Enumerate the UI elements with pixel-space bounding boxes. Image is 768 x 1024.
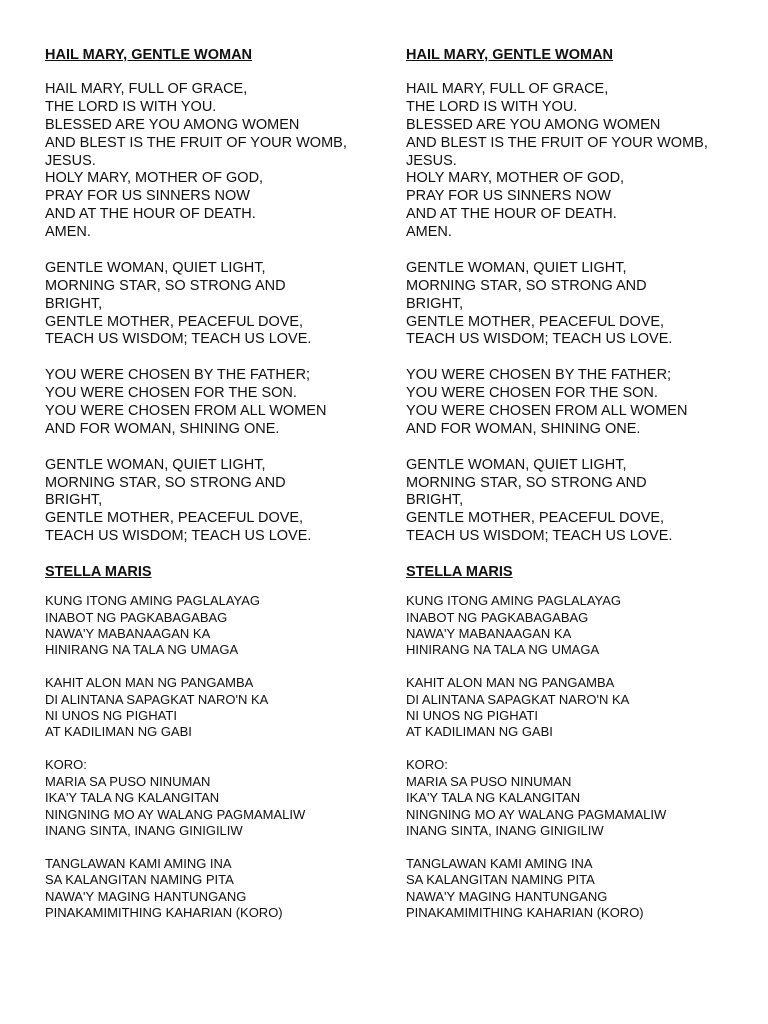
lyric-line: KUNG ITONG AMING PAGLALAYAG	[45, 593, 261, 609]
lyric-line: NAWA'Y MABANAAGAN KA	[406, 625, 572, 641]
lyric-line: NI UNOS NG PIGHATI	[406, 708, 538, 724]
lyric-line: INABOT NG PAGKABAGABAG	[406, 609, 589, 625]
lyric-line: MARIA SA PUSO NINUMAN	[45, 773, 211, 789]
stella-maris-chorus	[406, 757, 756, 839]
lyric-line: YOU WERE CHOSEN FOR THE SON.	[45, 385, 297, 402]
stella-maris-stanza-2	[45, 675, 395, 741]
lyric-line: MARIA SA PUSO NINUMAN	[406, 773, 572, 789]
lyric-line: TEACH US WISDOM; TEACH US LOVE.	[45, 331, 312, 348]
lyric-line: KAHIT ALON MAN NG PANGAMBA	[45, 675, 254, 691]
lyric-line: THE LORD IS WITH YOU.	[406, 98, 578, 115]
lyric-line: NAWA'Y MAGING HANTUNGANG	[45, 888, 247, 904]
lyric-line: KUNG ITONG AMING PAGLALAYAG	[406, 593, 622, 609]
lyric-line: NI UNOS NG PIGHATI	[45, 708, 177, 724]
lyric-line: AT KADILIMAN NG GABI	[45, 724, 192, 740]
hail-mary-stanza-4	[406, 457, 756, 546]
lyric-line: HAIL MARY, FULL OF GRACE,	[406, 81, 609, 97]
lyric-line: YOU WERE CHOSEN BY THE FATHER;	[45, 367, 311, 384]
lyric-line: YOU WERE CHOSEN BY THE FATHER;	[406, 367, 672, 384]
lyric-line: AND AT THE HOUR OF DEATH.	[406, 206, 617, 223]
lyric-line: PRAY FOR US SINNERS NOW	[406, 188, 611, 205]
hail-mary-stanza-1	[406, 81, 756, 242]
lyric-line: TANGLAWAN KAMI AMING INA	[406, 856, 593, 872]
lyric-line: PINAKAMIMITHING KAHARIAN (KORO)	[406, 905, 644, 921]
lyric-line: NINGNING MO AY WALANG PAGMAMALIW	[406, 806, 667, 822]
lyric-line: HINIRANG NA TALA NG UMAGA	[45, 642, 239, 658]
lyric-line: GENTLE MOTHER, PEACEFUL DOVE,	[45, 510, 304, 527]
lyric-line: THE LORD IS WITH YOU.	[45, 98, 217, 115]
lyric-line: AMEN.	[45, 224, 91, 241]
lyric-line: INANG SINTA, INANG GINIGILIW	[406, 823, 604, 839]
lyric-line: YOU WERE CHOSEN FROM ALL WOMEN	[45, 403, 327, 420]
lyric-line: IKA'Y TALA NG KALANGITAN	[406, 790, 581, 806]
lyric-line: NAWA'Y MAGING HANTUNGANG	[406, 888, 608, 904]
lyric-line: HAIL MARY, FULL OF GRACE,	[45, 81, 248, 97]
lyrics-column-right	[406, 46, 756, 922]
lyric-line: HOLY MARY, MOTHER OF GOD,	[406, 170, 625, 187]
lyric-line: BRIGHT,	[406, 295, 464, 312]
lyric-line: AND AT THE HOUR OF DEATH.	[45, 206, 256, 223]
hail-mary-stanza-3	[45, 367, 395, 439]
stella-maris-stanza-1	[406, 593, 756, 659]
lyric-line: INABOT NG PAGKABAGABAG	[45, 609, 228, 625]
stella-maris-chorus	[45, 757, 395, 839]
lyric-line: TEACH US WISDOM; TEACH US LOVE.	[406, 331, 673, 348]
lyric-line: YOU WERE CHOSEN FROM ALL WOMEN	[406, 403, 688, 420]
lyric-line: BLESSED ARE YOU AMONG WOMEN	[45, 116, 300, 133]
lyric-line: DI ALINTANA SAPAGKAT NARO'N KA	[406, 691, 630, 707]
hail-mary-stanza-1	[45, 81, 395, 242]
lyric-line: PINAKAMIMITHING KAHARIAN (KORO)	[45, 905, 283, 921]
lyric-line: BRIGHT,	[45, 492, 103, 509]
hail-mary-stanza-2	[406, 260, 756, 349]
lyric-line: KORO:	[45, 757, 87, 773]
lyric-line: AND BLEST IS THE FRUIT OF YOUR WOMB,	[406, 134, 708, 151]
hail-mary-stanza-2	[45, 260, 395, 349]
lyric-line: AND FOR WOMAN, SHINING ONE.	[45, 420, 280, 437]
lyric-line: SA KALANGITAN NAMING PITA	[45, 872, 234, 888]
lyric-line: BLESSED ARE YOU AMONG WOMEN	[406, 116, 661, 133]
stella-maris-stanza-3	[45, 856, 395, 922]
lyrics-column-left	[45, 46, 395, 922]
lyric-line: AMEN.	[406, 224, 452, 241]
song-title-hail-mary-gentle-woman: HAIL MARY, GENTLE WOMAN	[406, 47, 614, 63]
lyric-line: HINIRANG NA TALA NG UMAGA	[406, 642, 600, 658]
hail-mary-stanza-4	[45, 457, 395, 546]
lyric-line: GENTLE MOTHER, PEACEFUL DOVE,	[406, 313, 665, 330]
lyric-line: JESUS.	[45, 152, 96, 169]
lyric-line: JESUS.	[406, 152, 457, 169]
lyric-line: BRIGHT,	[406, 492, 464, 509]
lyric-line: TEACH US WISDOM; TEACH US LOVE.	[406, 528, 673, 545]
lyric-line: MORNING STAR, SO STRONG AND	[45, 474, 286, 491]
hail-mary-stanza-3	[406, 367, 756, 439]
lyric-line: IKA'Y TALA NG KALANGITAN	[45, 790, 220, 806]
lyric-line: TEACH US WISDOM; TEACH US LOVE.	[45, 528, 312, 545]
lyric-line: AND BLEST IS THE FRUIT OF YOUR WOMB,	[45, 134, 347, 151]
lyric-line: GENTLE MOTHER, PEACEFUL DOVE,	[406, 510, 665, 527]
stella-maris-stanza-2	[406, 675, 756, 741]
song-title-stella-maris: STELLA MARIS	[406, 564, 513, 581]
song-title-stella-maris: STELLA MARIS	[45, 564, 152, 581]
lyric-line: SA KALANGITAN NAMING PITA	[406, 872, 595, 888]
lyric-line: GENTLE MOTHER, PEACEFUL DOVE,	[45, 313, 304, 330]
song-title-hail-mary-gentle-woman: HAIL MARY, GENTLE WOMAN	[45, 47, 253, 63]
lyric-line: KAHIT ALON MAN NG PANGAMBA	[406, 675, 615, 691]
lyric-line: NAWA'Y MABANAAGAN KA	[45, 625, 211, 641]
stella-maris-stanza-3	[406, 856, 756, 922]
lyric-line: YOU WERE CHOSEN FOR THE SON.	[406, 385, 658, 402]
lyric-line: MORNING STAR, SO STRONG AND	[406, 474, 647, 491]
lyric-line: NINGNING MO AY WALANG PAGMAMALIW	[45, 806, 306, 822]
lyric-line: MORNING STAR, SO STRONG AND	[406, 277, 647, 294]
lyric-line: DI ALINTANA SAPAGKAT NARO'N KA	[45, 691, 269, 707]
lyric-line: GENTLE WOMAN, QUIET LIGHT,	[45, 456, 266, 473]
lyric-line: GENTLE WOMAN, QUIET LIGHT,	[45, 259, 266, 276]
lyric-line: GENTLE WOMAN, QUIET LIGHT,	[406, 259, 627, 276]
lyric-line: AND FOR WOMAN, SHINING ONE.	[406, 420, 641, 437]
lyric-line: KORO:	[406, 757, 448, 773]
lyric-line: INANG SINTA, INANG GINIGILIW	[45, 823, 243, 839]
lyric-line: BRIGHT,	[45, 295, 103, 312]
lyric-line: MORNING STAR, SO STRONG AND	[45, 277, 286, 294]
lyric-line: AT KADILIMAN NG GABI	[406, 724, 553, 740]
lyric-line: GENTLE WOMAN, QUIET LIGHT,	[406, 456, 627, 473]
lyric-line: PRAY FOR US SINNERS NOW	[45, 188, 250, 205]
lyric-line: HOLY MARY, MOTHER OF GOD,	[45, 170, 264, 187]
lyric-line: TANGLAWAN KAMI AMING INA	[45, 856, 232, 872]
stella-maris-stanza-1	[45, 593, 395, 659]
